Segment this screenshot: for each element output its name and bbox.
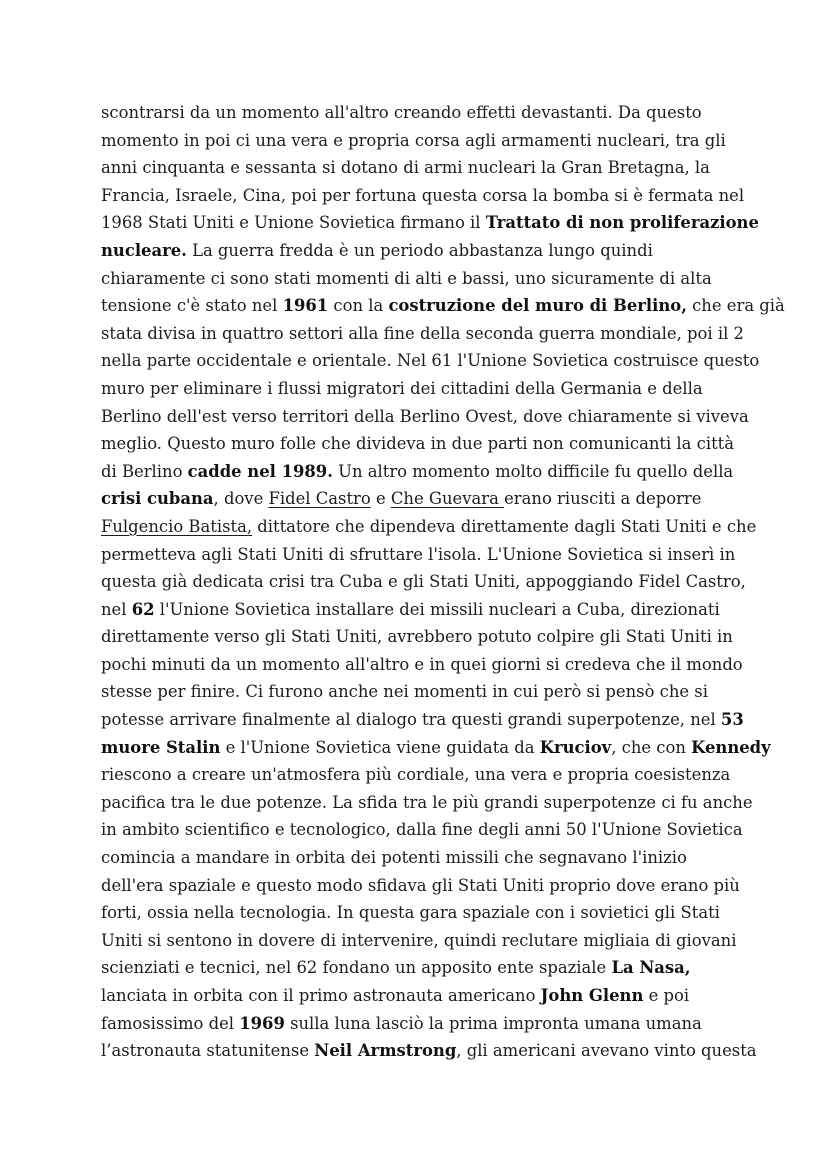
text-run: pochi minuti da un momento all'altro e in quei giorni si credeva che il mondo (101, 654, 743, 674)
text-run: comincia a mandare in orbita dei potenti missili che segnavano l'inizio (101, 848, 687, 868)
text-run: Uniti si sentono in dovere di intervenire, quindi reclutare migliaia di giovani (101, 930, 737, 950)
text-line (101, 899, 741, 927)
text-run: , che con (611, 737, 692, 757)
text-line (101, 789, 753, 817)
bold-text: nucleare. (101, 240, 187, 260)
bold-text: muore Stalin (101, 737, 221, 757)
text-run: stata divisa in quattro settori alla fine della seconda guerra mondiale, poi il 2 (101, 323, 744, 343)
text-run: tensione c'è stato nel (101, 296, 283, 316)
text-run: Un altro momento molto difficile fu quello della (332, 461, 734, 481)
text-line (101, 982, 741, 1010)
text-line (101, 127, 741, 155)
text-line (101, 954, 741, 982)
text-line (101, 485, 741, 513)
text-line (101, 568, 746, 596)
text-run: , gli americani avevano vinto questa (456, 1041, 757, 1061)
text-line (101, 541, 741, 569)
text-run: dittatore che dipendeva direttamente dagli Stati Uniti e che (252, 516, 757, 536)
bold-text: cadde nel 1989. (187, 461, 333, 481)
text-line (101, 237, 741, 265)
text-line (101, 678, 741, 706)
text-line (101, 154, 741, 182)
text-line (101, 513, 757, 541)
body-paragraph (101, 99, 785, 1065)
text-line (101, 596, 741, 624)
text-run: stesse per finire. Ci furono anche nei momenti in cui però si pensò che si (101, 682, 708, 702)
text-line (101, 209, 759, 237)
text-run: nel (101, 599, 132, 619)
text-run: dell'era spaziale e questo modo sfidava gli Stati Uniti proprio dove erano più (101, 875, 740, 895)
bold-text: Kruciov (539, 737, 612, 757)
text-line (101, 320, 744, 348)
text-run: direttamente verso gli Stati Uniti, avrebbero potuto colpire gli Stati Uniti in (101, 627, 733, 647)
text-line (101, 761, 741, 789)
bold-text: Neil Armstrong (314, 1041, 457, 1061)
text-line (101, 1037, 757, 1065)
text-line (101, 430, 741, 458)
bold-text: John Glenn (540, 986, 644, 1005)
text-run: questa già dedicata crisi tra Cuba e gli Stati Uniti, appoggiando Fidel Castro, (101, 572, 746, 592)
text-run: potesse arrivare finalmente al dialogo tra questi grandi superpotenze, nel (101, 710, 721, 730)
bold-text: costruzione del muro di Berlino, (388, 296, 687, 316)
text-line (101, 347, 760, 375)
text-run: con la (328, 296, 389, 316)
text-run: La guerra fredda è un periodo abbastanza lungo quindi (186, 240, 653, 260)
text-run: , dove (213, 489, 269, 509)
bold-text: crisi cubana (101, 489, 214, 509)
text-line (101, 623, 741, 651)
text-line (101, 458, 741, 486)
text-line (101, 734, 771, 762)
bold-text: 1961 (282, 296, 329, 316)
text-line (101, 265, 741, 293)
text-run: e (370, 489, 391, 509)
text-run: riescono a creare un'atmosfera più cordiale, una vera e propria coesistenza (101, 765, 731, 785)
underlined-link-text: Fidel Castro (268, 489, 371, 509)
bold-text: Trattato di non proliferazione (485, 213, 759, 233)
text-line (101, 872, 741, 900)
text-line (101, 375, 741, 403)
text-line (101, 99, 741, 127)
text-run: e l'Unione Sovietica viene guidata da (220, 737, 540, 757)
text-run: l’astronauta statunitense (101, 1041, 315, 1061)
bold-text: Kennedy (691, 737, 771, 757)
text-line (101, 182, 745, 210)
text-line (101, 403, 749, 431)
text-run: scienziati e tecnici, nel 62 fondano un apposito ente spaziale (101, 958, 612, 978)
text-run: pacifica tra le due potenze. La sfida tra le più grandi superpotenze ci fu anche (101, 792, 753, 812)
text-line (101, 1010, 741, 1038)
text-run: di Berlino (101, 461, 188, 481)
text-run: che era già (686, 296, 785, 316)
text-run: permetteva agli Stati Uniti di sfruttare l'isola. L'Unione Sovietica si inserì in (101, 544, 736, 564)
text-run: meglio. Questo muro folle che divideva in due parti non comunicanti la città (101, 434, 735, 454)
text-run: scontrarsi da un momento all'altro creando effetti devastanti. Da questo (101, 103, 702, 122)
text-run: Francia, Israele, Cina, poi per fortuna questa corsa la bomba si è fermata nel (101, 185, 745, 205)
text-run: nella parte occidentale e orientale. Nel 61 l'Unione Sovietica costruisce questo (101, 351, 760, 371)
text-run: in ambito scientifico e tecnologico, dalla fine degli anni 50 l'Unione Sovietica (101, 820, 743, 840)
bold-text: 1969 (239, 1013, 285, 1033)
bold-text: La Nasa, (611, 958, 691, 978)
text-run: anni cinquanta e sessanta si dotano di armi nucleari la Gran Bretagna, la (101, 158, 710, 178)
underlined-link-text: Fulgencio Batista, (101, 516, 253, 536)
text-line (101, 844, 741, 872)
text-run: famosissimo del (101, 1013, 240, 1033)
underlined-link-text: Che Guevara (390, 489, 505, 509)
text-line (101, 816, 741, 844)
bold-text: 62 (131, 599, 155, 619)
text-run: chiaramente ci sono stati momenti di alti e bassi, uno sicuramente di alta (101, 268, 712, 288)
text-run: forti, ossia nella tecnologia. In questa gara spaziale con i sovietici gli Stati (101, 903, 720, 923)
text-run: 1968 Stati Uniti e Unione Sovietica firmano il (101, 213, 486, 233)
text-line (101, 292, 785, 320)
text-line (101, 927, 741, 955)
text-run: lanciata in orbita con il primo astronauta americano (101, 986, 541, 1005)
text-run: muro per eliminare i flussi migratori dei cittadini della Germania e della (101, 378, 703, 398)
text-run: Berlino dell'est verso territori della Berlino Ovest, dove chiaramente si viveva (101, 406, 749, 426)
bold-text: 53 (720, 710, 744, 730)
text-run: momento in poi ci una vera e propria corsa agli armamenti nucleari, tra gli (101, 130, 726, 150)
text-line (101, 706, 744, 734)
text-run: l'Unione Sovietica installare dei missili nucleari a Cuba, direzionati (154, 599, 720, 619)
text-run: e poi (643, 986, 690, 1005)
text-line (101, 651, 741, 679)
text-run: sulla luna lasciò la prima impronta umana umana (284, 1013, 702, 1033)
text-run: erano riusciti a deporre (504, 489, 702, 509)
